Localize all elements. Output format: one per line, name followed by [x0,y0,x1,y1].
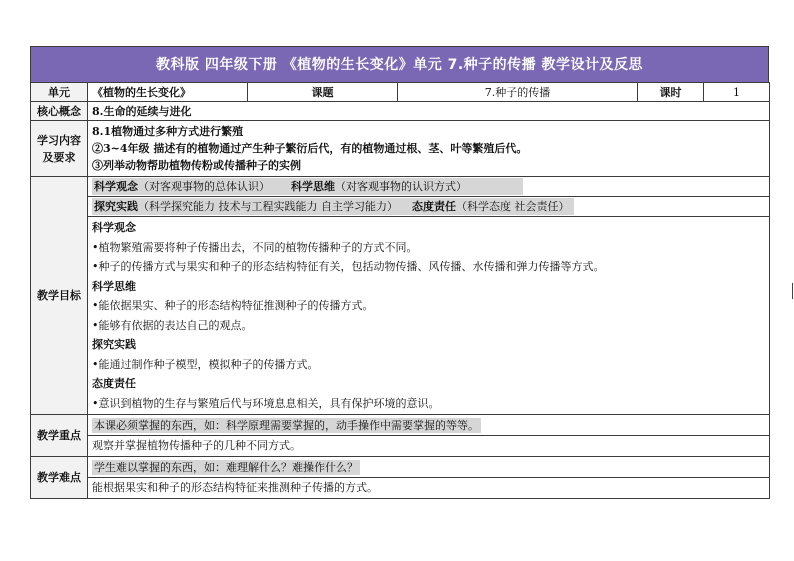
header-row [31,83,770,102]
core-concept-label: 核心概念 [31,102,88,121]
objectives-content [88,177,770,415]
requirements-label-line2: 及要求 [42,150,76,164]
objective-heading: 态度责任 [92,377,136,390]
literacy-name: 科学思维 [290,180,335,193]
key-points-content [88,415,770,457]
key-points-label: 教学重点 [31,415,88,457]
requirement-line: 8.1植物通过多种方式进行繁殖 [92,125,244,138]
objectives-details [88,216,769,414]
requirements-label-line1: 学习内容 [37,133,81,147]
requirements-label [31,121,88,177]
literacy-desc: （科学探究能力 技术与工程实践能力 自主学习能力） [138,200,398,213]
literacy-desc: （科学态度 社会责任） [456,200,570,213]
difficulties-value-cell [88,477,769,497]
difficulties-label: 教学难点 [31,457,88,499]
literacy-row-2 [88,196,769,216]
difficulties-content [88,457,770,499]
literacy-highlight [92,178,523,195]
literacy-desc: （对客观事物的总体认识） [138,180,270,193]
period-value: 1 [704,83,770,102]
objectives-row [31,177,770,415]
literacy-row-1 [88,177,769,196]
core-concept-row [31,102,770,121]
difficulties-hint: 学生难以掌握的东西，如：难理解什么？难操作什么？ [94,461,358,474]
objective-item: •植物繁殖需要将种子传播出去，不同的植物传播种子的方式不同。 [92,240,418,254]
objective-item: •能通过制作种子模型，模拟种子的传播方式。 [92,357,319,371]
lesson-plan-table [30,82,770,499]
document-title: 教科版 四年级下册 《植物的生长变化》单元 7.种子的传播 教学设计及反思 [30,46,769,82]
topic-label: 课题 [248,83,398,102]
objectives-label: 教学目标 [31,177,88,415]
difficulties-value: 能根据果实和种子的形态结构特征来推测种子传播的方式。 [92,481,378,494]
requirement-line: ③列举动物帮助植物传粉或传播种子的实例 [92,159,301,172]
literacy-desc: （对客观事物的认识方式） [334,180,467,193]
key-points-hint-cell [88,416,769,435]
objective-item: •种子的传播方式与果实和种子的形态结构特征有关，包括动物传播、风传播、水传播和弹力传播等方式。 [92,260,605,273]
unit-value: 《植物的生长变化》 [88,83,248,102]
key-points-row [31,415,770,457]
literacy-name: 科学观念 [94,180,138,193]
unit-label: 单元 [31,83,88,102]
requirement-line: ②3~4年级 描述有的植物通过产生种子繁衍后代，有的植物通过根、茎、叶等繁殖后代。 [92,142,528,155]
key-points-value: 观察并掌握植物传播种子的几种不同方式。 [92,439,301,452]
difficulties-row [31,457,770,499]
topic-value: 7.种子的传播 [398,83,638,102]
lesson-plan-sheet [30,46,769,499]
literacy-name: 态度责任 [412,200,456,213]
difficulties-hint-cell [88,458,769,477]
period-label: 课时 [638,83,704,102]
page-edge-mark [792,283,793,299]
objective-item: •意识到植物的生存与繁殖后代与环境息息相关，具有保护环境的意识。 [92,396,440,410]
literacy-highlight [92,198,574,215]
objective-item: •能依据果实、种子的形态结构特征推测种子的传播方式。 [92,299,374,312]
key-points-hint: 本课必须掌握的东西，如：科学原理需要掌握的，动手操作中需要掌握的等等。 [94,419,479,432]
objective-heading: 科学观念 [92,221,136,234]
requirements-row [31,121,770,177]
objective-item: •能够有依据的表达自己的观点。 [92,318,253,332]
objective-heading: 科学思维 [92,279,136,293]
core-concept-value: 8.生命的延续与进化 [88,102,770,121]
key-points-value-cell [88,435,769,455]
objective-heading: 探究实践 [92,338,136,351]
literacy-name: 探究实践 [94,200,138,213]
requirements-content [88,121,770,177]
